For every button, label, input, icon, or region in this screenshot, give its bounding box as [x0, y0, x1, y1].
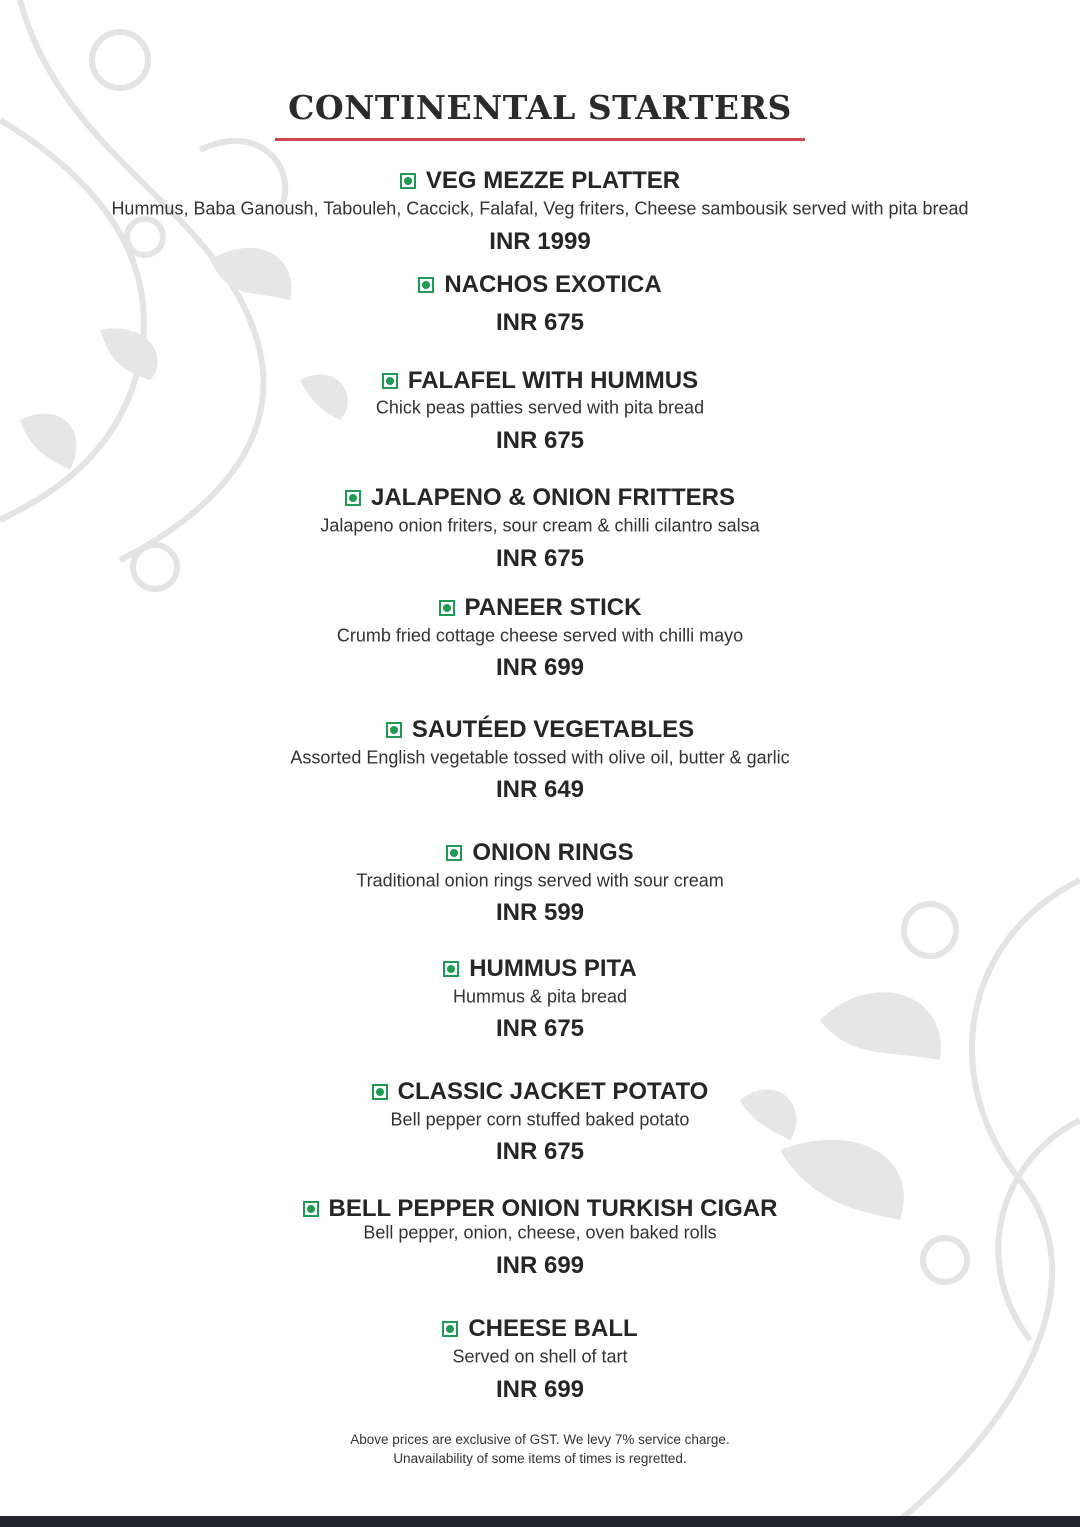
menu-item-price: INR 599	[495, 899, 585, 926]
veg-icon	[372, 1084, 388, 1100]
menu-item-description: Hummus, Baba Ganoush, Tabouleh, Caccick, Falafal, Veg friters, Cheese sambousik served with pita bread	[111, 198, 969, 219]
veg-icon	[386, 722, 402, 738]
menu-item-title: NACHOS EXOTICA	[444, 271, 662, 298]
bottom-bar	[0, 1516, 1080, 1527]
menu-item-description: Served on shell of tart	[452, 1346, 628, 1367]
menu-item-name	[0, 594, 1080, 622]
menu-item-title: HUMMUS PITA	[469, 955, 637, 982]
menu-item-name	[0, 839, 1080, 867]
menu-item-title: SAUTÉED VEGETABLES	[411, 716, 695, 743]
menu-item-name	[0, 367, 1080, 395]
menu-item-title: FALAFEL WITH HUMMUS	[407, 367, 699, 394]
menu-item-description: Chick peas patties served with pita bread	[375, 397, 705, 418]
menu-item-name	[0, 955, 1080, 983]
menu-item-name	[0, 1078, 1080, 1106]
veg-icon	[446, 845, 462, 861]
veg-icon	[400, 173, 416, 189]
menu-item-price: INR 675	[495, 1015, 585, 1042]
menu-item-name	[0, 1195, 1080, 1223]
menu-item-price: INR 675	[495, 545, 585, 572]
menu-item-price: INR 675	[495, 309, 585, 336]
menu-item-price: INR 649	[495, 776, 585, 803]
menu-item-price: INR 675	[495, 427, 585, 454]
menu-item-description: Crumb fried cottage cheese served with chilli mayo	[336, 625, 744, 646]
menu-item-title: CHEESE BALL	[468, 1315, 638, 1342]
veg-icon	[418, 277, 434, 293]
menu-item-title: JALAPENO & ONION FRITTERS	[370, 484, 736, 511]
veg-icon	[443, 961, 459, 977]
menu-item-price: INR 1999	[489, 228, 591, 255]
veg-icon	[442, 1321, 458, 1337]
menu-item-name	[0, 271, 1080, 299]
menu-item-description: Traditional onion rings served with sour cream	[356, 870, 724, 891]
menu-item-title: VEG MEZZE PLATTER	[425, 167, 681, 194]
menu-item-price: INR 699	[495, 1376, 585, 1403]
menu-item-name	[0, 167, 1080, 195]
menu-item-name	[0, 484, 1080, 512]
footer-line-2: Unavailability of some items of times is regretted.	[393, 1451, 687, 1466]
veg-icon	[382, 373, 398, 389]
veg-icon	[303, 1201, 319, 1217]
menu-item-description: Hummus & pita bread	[452, 986, 628, 1007]
menu-item-description: Bell pepper corn stuffed baked potato	[390, 1109, 690, 1130]
menu-item-title: BELL PEPPER ONION TURKISH CIGAR	[328, 1195, 778, 1222]
menu-item-description: Assorted English vegetable tossed with olive oil, butter & garlic	[290, 747, 790, 768]
menu-item-name	[0, 716, 1080, 744]
menu-item-price: INR 675	[495, 1138, 585, 1165]
page-title: CONTINENTAL STARTERS	[288, 88, 792, 127]
menu-item-title: PANEER STICK	[464, 594, 642, 621]
menu-item-description: Bell pepper, onion, cheese, oven baked rolls	[363, 1222, 717, 1243]
menu-item-name	[0, 1315, 1080, 1343]
menu-item-title: ONION RINGS	[472, 839, 634, 866]
title-underline	[275, 138, 805, 141]
menu-item-title: CLASSIC JACKET POTATO	[397, 1078, 709, 1105]
menu-item-price: INR 699	[495, 1252, 585, 1279]
menu-item-description: Jalapeno onion friters, sour cream & chilli cilantro salsa	[320, 515, 760, 536]
footer-note	[0, 1430, 1080, 1468]
veg-icon	[345, 490, 361, 506]
veg-icon	[439, 600, 455, 616]
menu-item-price: INR 699	[495, 654, 585, 681]
footer-line-1: Above prices are exclusive of GST. We levy 7% service charge.	[350, 1432, 730, 1447]
